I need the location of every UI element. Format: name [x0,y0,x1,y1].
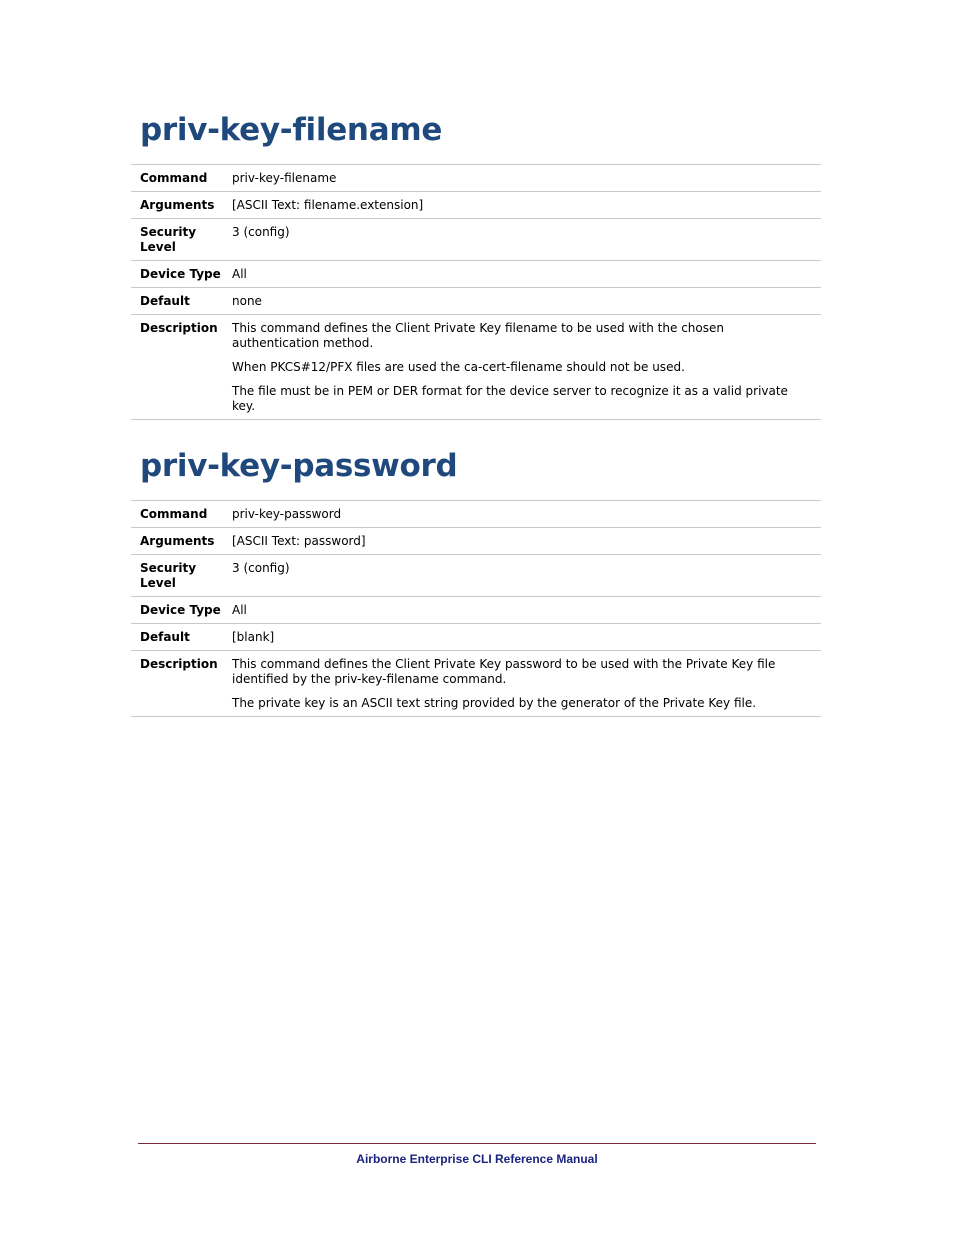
description-paragraph: When PKCS#12/PFX files are used the ca-cert-filename should not be used. [232,360,685,374]
row-label: Default [140,630,190,644]
row-value: [blank] [232,630,275,644]
row-value: priv-key-password [232,507,342,521]
row-label: Description [140,657,218,671]
row-label: Security Level [140,225,197,254]
table-row-security-level [131,555,821,597]
row-value: 3 (config) [232,225,290,239]
row-label: Description [140,321,218,335]
description-paragraph: This command defines the Client Private Key filename to be used with the chosen authentication method. [232,321,724,350]
command-table [131,164,821,420]
row-value: none [232,294,262,308]
section-title: priv-key-filename [140,112,443,148]
section-title: priv-key-password [140,448,458,484]
table-row-default [131,288,821,315]
row-label: Command [140,507,208,521]
description-paragraph: This command defines the Client Private Key password to be used with the Private Key file identified by the priv-key-filename command. [232,657,776,686]
row-value: priv-key-filename [232,171,337,185]
row-value: All [232,267,247,281]
row-value [232,651,821,717]
description-paragraph: The private key is an ASCII text string provided by the generator of the Private Key file. [232,696,757,710]
table-row-security-level [131,219,821,261]
description-paragraph: The file must be in PEM or DER format for the device server to recognize it as a valid private key. [232,384,788,413]
table-row-command [131,165,821,192]
footer-title: Airborne Enterprise CLI Reference Manual [356,1152,598,1166]
table-row-device-type [131,261,821,288]
table-row-arguments [131,528,821,555]
command-section-priv-key-filename [131,110,821,420]
row-value: 3 (config) [232,561,290,575]
row-value: All [232,603,247,617]
command-table [131,500,821,717]
row-value: [ASCII Text: password] [232,534,366,548]
row-label: Security Level [140,561,197,590]
row-label: Device Type [140,603,221,617]
table-row-device-type [131,597,821,624]
table-row-default [131,624,821,651]
row-label: Command [140,171,208,185]
table-row-description [131,651,821,717]
footer-divider [138,1143,816,1144]
row-label: Arguments [140,198,215,212]
table-row-arguments [131,192,821,219]
row-value: [ASCII Text: filename.extension] [232,198,424,212]
row-value [232,315,821,420]
row-label: Default [140,294,190,308]
table-row-description [131,315,821,420]
command-section-priv-key-password [131,446,821,717]
row-label: Device Type [140,267,221,281]
row-label: Arguments [140,534,215,548]
table-row-command [131,501,821,528]
